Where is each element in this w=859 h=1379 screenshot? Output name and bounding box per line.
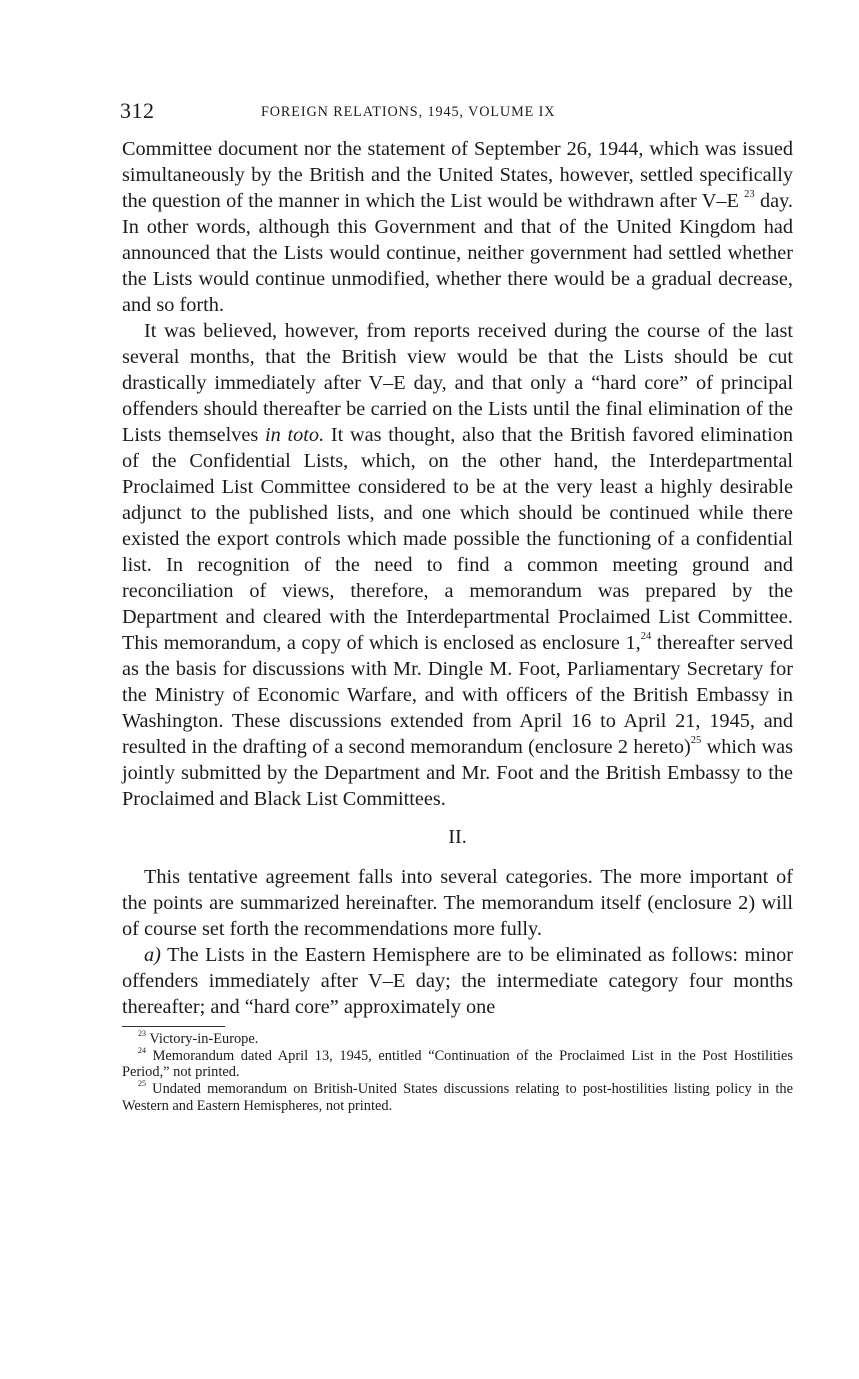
footnote-number: 25 [138,1079,146,1089]
paragraph-2-text-d: which was jointly submitted by the Department and Mr. Foot and the British Embassy to the Proclaimed and Black List Committees. [122,736,793,810]
footnote-23 [122,1031,793,1048]
running-title: FOREIGN RELATIONS, 1945, VOLUME IX [261,104,556,120]
paragraph-2-text-a: It was believed, however, from reports received during the course of the last several months, that the British view would be that the Lists should be cut drastically immediately after V–E day, and that only a “hard core” of principal offenders should thereafter be carried on the Lists until the final elimination of the Lists themselves [122,320,793,446]
section-heading: II. [448,826,467,848]
paragraph-4 [122,942,793,1020]
paragraph-2 [122,318,793,812]
footnote-text: Undated memorandum on British-United States discussions relating to post-hostilities listing policy in the Western and Eastern Hemispheres, not printed. [122,1080,793,1114]
paragraph-2-italic: in toto. [265,424,325,446]
paragraph-2-text-b: It was thought, also that the British favored elimination of the Confidential Lists, which, on the other hand, the Interdepartmental Proclaimed List Committee considered to be at the very least a highly desirable adjunct to the published lists, and one which should be continued while there existed the export controls which made possible the functioning of a confidential list. In recognition of the need to find a common meeting ground and reconciliation of views, therefore, a memorandum was prepared by the Department and cleared with the Interdepartmental Proclaimed List Committee. This memorandum, a copy of which is enclosed as enclosure 1, [122,424,794,654]
paragraph-4-label: a) [144,944,161,966]
footnote-text: Victory-in-Europe. [146,1031,259,1048]
footnote-number: 24 [138,1045,146,1055]
footnote-ref-25: 25 [690,735,702,747]
paragraph-4-text: The Lists in the Eastern Hemisphere are to be eliminated as follows: minor offenders immediately after V–E day; the intermediate category four months thereafter; and “hard core” approximately one [122,944,793,1018]
body-text [122,136,793,1020]
footnote-24 [122,1045,793,1081]
running-head [122,96,793,130]
footnote-divider [122,1026,225,1027]
paragraph-1 [122,136,793,318]
footnote-ref-24: 24 [640,631,652,643]
paragraph-1-text-b: day. In other words, although this Government and that of the United Kingdom had announced that the Lists would continue, neither government had settled whether the Lists would continue unmodified, whether there would be a gradual decrease, and so forth. [122,190,793,316]
paragraph-2-text-c: thereafter served as the basis for discussions with Mr. Dingle M. Foot, Parliamentary Secretary for the Ministry of Economic Warfare, and with officers of the British Embassy in Washington. These discussions extended from April 16 to April 21, 1945, and resulted in the drafting of a second memorandum (enclosure 2 hereto) [122,632,793,758]
footnote-25 [122,1081,793,1114]
footnotes [122,1031,793,1114]
footnote-text: Memorandum dated April 13, 1945, entitled “Continuation of the Proclaimed List in the Post Hostilities Period,” not printed. [122,1047,793,1081]
paragraph-1-text-a: Committee document nor the statement of September 26, 1944, which was issued simultaneously by the British and the United States, however, settled specifically the question of the manner in which the List would be withdrawn after V–E [122,138,793,212]
page-number: 312 [120,98,155,123]
document-page [122,96,793,1114]
paragraph-3: This tentative agreement falls into several categories. The more important of the points are summarized hereinafter. The memorandum itself (enclosure 2) will of course set forth the recommendations more fully. [122,866,793,940]
footnote-ref-23: 23 [744,189,755,201]
footnote-number: 23 [138,1029,146,1039]
